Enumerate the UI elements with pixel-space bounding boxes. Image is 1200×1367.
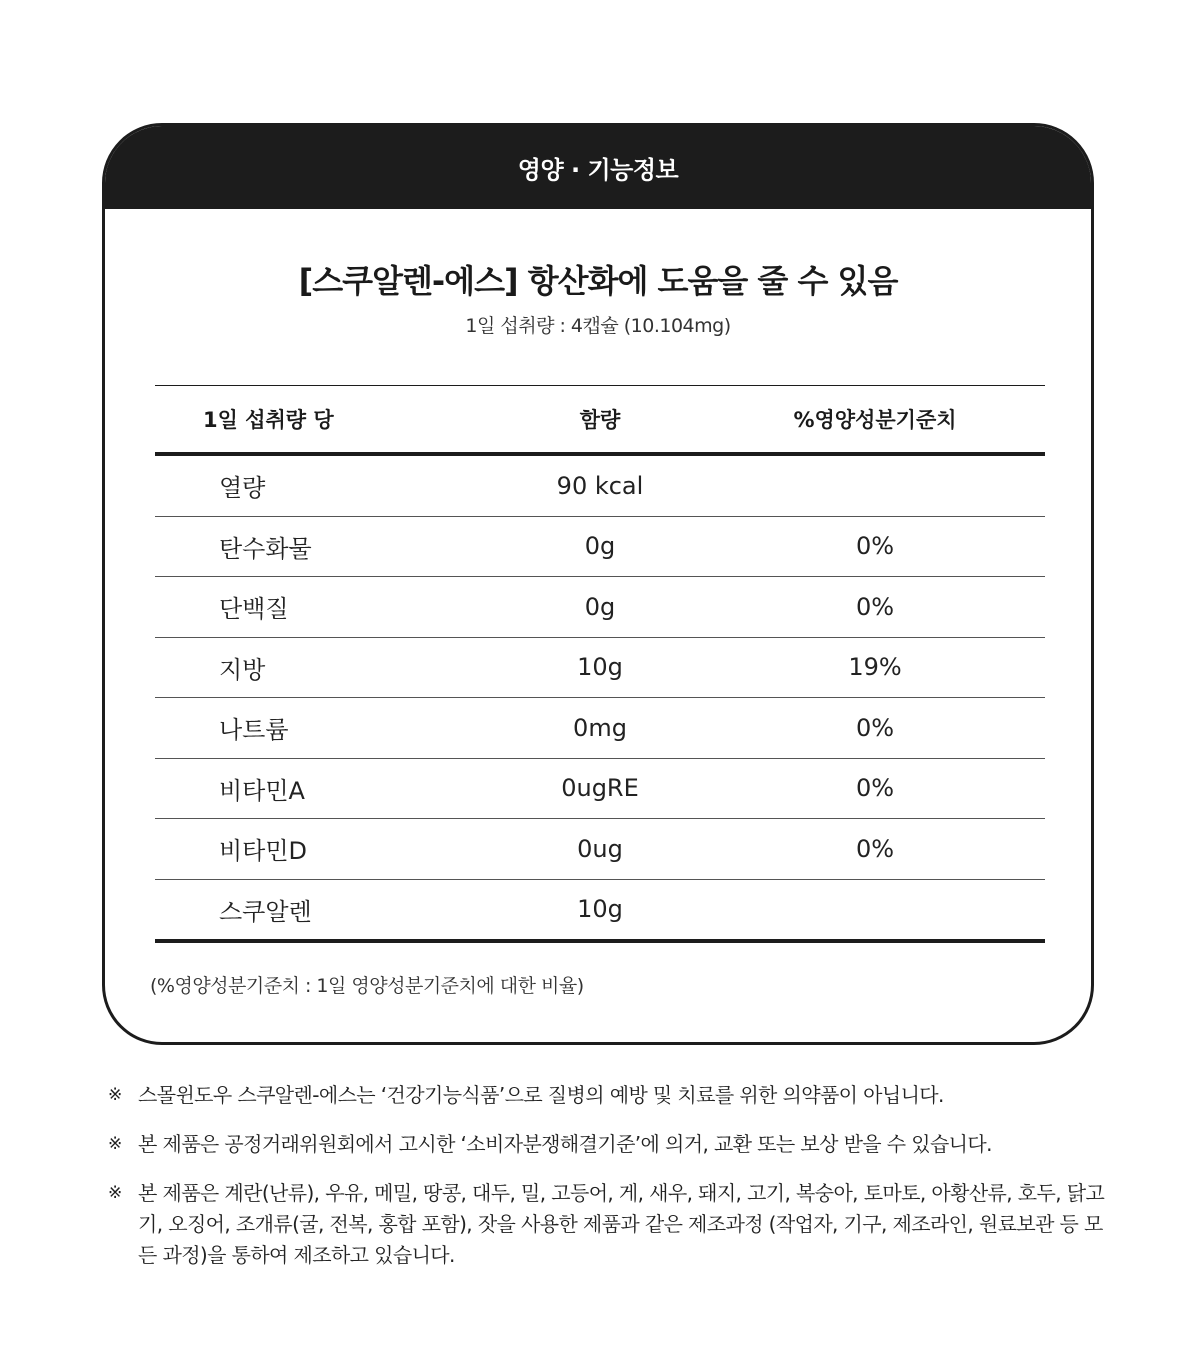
table-row bbox=[155, 698, 1045, 759]
table-row bbox=[155, 638, 1045, 699]
nutrient-amount: 10g bbox=[577, 653, 623, 682]
nutrient-amount: 0g bbox=[584, 592, 616, 621]
table-row bbox=[155, 456, 1045, 517]
nutrient-amount: 90 kcal bbox=[556, 471, 644, 500]
nutrient-name: 비타민D bbox=[219, 837, 308, 866]
nutrient-amount: 0mg bbox=[573, 713, 627, 742]
nutrient-name: 단백질 bbox=[219, 595, 289, 624]
nutrient-amount: 0ugRE bbox=[561, 774, 639, 803]
nutrient-name: 비타민A bbox=[219, 776, 305, 805]
nutrient-name: 열량 bbox=[219, 474, 266, 503]
reference-mark-icon: ※ bbox=[108, 1134, 122, 1154]
table-row bbox=[155, 577, 1045, 638]
table-row bbox=[155, 759, 1045, 820]
nutrient-percent: 0% bbox=[855, 834, 895, 863]
nutrient-amount: 10g bbox=[577, 895, 623, 923]
reference-mark-icon: ※ bbox=[108, 1085, 122, 1105]
nutrient-name: 탄수화물 bbox=[219, 534, 312, 563]
table-row bbox=[155, 517, 1045, 578]
reference-mark-icon: ※ bbox=[108, 1183, 122, 1203]
table-header-row bbox=[155, 386, 1045, 456]
notice-item bbox=[108, 1129, 1108, 1160]
function-claim-title: [스쿠알렌-에스] 항산화에 도움을 줄 수 있음 bbox=[298, 262, 898, 300]
nutrient-percent: 0% bbox=[855, 532, 895, 561]
nutrient-amount: 0ug bbox=[577, 834, 623, 863]
notice-text: 스몰윈도우 스쿠알렌-에스는 ‘건강기능식품’으로 질병의 예방 및 치료를 위한 의약품이 아닙니다. bbox=[138, 1083, 944, 1107]
nutrient-amount: 0g bbox=[584, 532, 616, 561]
nutrient-name: 나트륨 bbox=[219, 716, 289, 745]
nutrient-percent: 0% bbox=[855, 592, 895, 621]
header-amount: 함량 bbox=[579, 408, 621, 432]
nutrition-info-card bbox=[102, 123, 1094, 1045]
nutrition-table bbox=[155, 385, 1045, 943]
nutrient-percent: 19% bbox=[848, 653, 902, 682]
table-row bbox=[155, 819, 1045, 880]
header-per-serving: 1일 섭취량 당 bbox=[203, 408, 334, 432]
nutrient-name: 스쿠알렌 bbox=[219, 897, 312, 926]
daily-intake-subtitle: 1일 섭취량 : 4캡슐 (10.104mg) bbox=[465, 315, 731, 337]
notice-item bbox=[108, 1178, 1108, 1271]
notice-text: 본 제품은 계란(난류), 우유, 메밀, 땅콩, 대두, 밀, 고등어, 게, 새우, 돼지, 고기, 복숭아, 토마토, 아황산류, 호두, 닭고기, 오징어, 조개류(굴, 전복, 홍합 포함), 잣을 사용한 제품과 같은 제조과정 (작업자, 기구, 제조라인, 원료보관 등 모든 과정)을 통하여 제조하고 있습니다. bbox=[138, 1181, 1105, 1267]
nutrient-percent: 0% bbox=[855, 713, 895, 742]
notice-text: 본 제품은 공정거래위원회에서 고시한 ‘소비자분쟁해결기준’에 의거, 교환 또는 보상 받을 수 있습니다. bbox=[138, 1132, 992, 1156]
nutrient-percent: 0% bbox=[855, 774, 895, 803]
notice-list bbox=[108, 1080, 1108, 1289]
nutrient-name: 지방 bbox=[219, 655, 266, 684]
notice-item bbox=[108, 1080, 1108, 1111]
card-header: 영양 · 기능정보 bbox=[105, 126, 1091, 209]
header-daily-value: %영양성분기준치 bbox=[793, 408, 957, 432]
table-row bbox=[155, 880, 1045, 943]
daily-value-footnote: (%영양성분기준치 : 1일 영양성분기준치에 대한 비율) bbox=[150, 975, 584, 997]
